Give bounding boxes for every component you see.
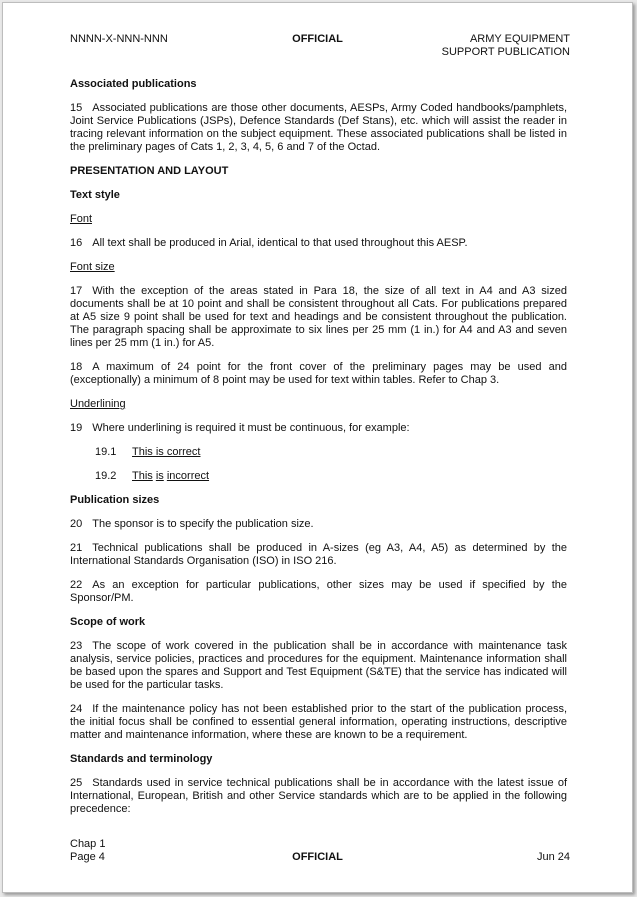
underline-word-is: is bbox=[155, 470, 164, 482]
heading-presentation-and-layout: PRESENTATION AND LAYOUT bbox=[70, 165, 229, 177]
subheading-font: Font bbox=[70, 213, 93, 225]
subheading-underlining: Underlining bbox=[70, 398, 126, 410]
footer-page-number: Page 4 bbox=[70, 851, 105, 863]
paragraph-text: All text shall be produced in Arial, identical to that used throughout this AESP. bbox=[92, 237, 468, 249]
paragraph-number: 25 bbox=[70, 777, 83, 789]
paragraph-number: 24 bbox=[70, 703, 83, 715]
paragraph-text: Standards used in service technical publications shall be in accordance with the latest issue of International, European, British and other Service standards which are to be applied in the following precedence: bbox=[70, 777, 567, 815]
underline-word-this: This bbox=[132, 470, 153, 482]
paragraph-23 bbox=[70, 640, 567, 692]
paragraph-25 bbox=[70, 777, 567, 816]
paragraph-number: 17 bbox=[70, 285, 83, 297]
paragraph-number: 23 bbox=[70, 640, 83, 652]
paragraph-number: 15 bbox=[70, 102, 83, 114]
paragraph-18 bbox=[70, 361, 567, 387]
paragraph-text: Technical publications shall be produced in A-sizes (eg A3, A4, A5) as determined by the International Standards Organisation (ISO) in ISO 216. bbox=[70, 542, 567, 567]
underline-correct-example: This is correct bbox=[132, 446, 201, 458]
paragraph-text: Associated publications are those other documents, AESPs, Army Coded handbooks/pamphlets, Joint Service Publications (JSPs), Defence Standards (Def Stans), etc. which will assist the reader in tracing relevant information on the subject equipment. These associated publications shall be listed in the preliminary pages of Cats 1, 2, 3, 4, 5, 6 and 7 of the Octad. bbox=[70, 102, 567, 153]
header-doc-ref: NNNN-X-NNN-NNN bbox=[70, 33, 168, 45]
document-page bbox=[2, 2, 633, 893]
heading-scope-of-work: Scope of work bbox=[70, 616, 146, 628]
paragraph-text: With the exception of the areas stated in Para 18, the size of all text in A4 and A3 sized documents shall be at 10 point and shall be consistent throughout all Cats. For publications prepared at A5 size 9 point shall be used for text and headings and be consistent throughout the publication. The paragraph spacing shall be approximate to six lines per 25 mm (1 in.) for A4 and A3 and seven lines per 25 mm (1 in.) for A5. bbox=[70, 285, 567, 349]
paragraph-text: If the maintenance policy has not been established prior to the start of the publication process, the initial focus shall be confined to essential general information, operating instructions, descriptive matter and maintenance information, where these are known to be a requirement. bbox=[70, 703, 567, 741]
heading-associated-publications: Associated publications bbox=[70, 78, 197, 90]
paragraph-24 bbox=[70, 703, 567, 742]
footer-classification: OFFICIAL bbox=[292, 851, 343, 863]
subparagraph-number: 19.2 bbox=[95, 470, 117, 482]
paragraph-21 bbox=[70, 542, 567, 568]
paragraph-number: 18 bbox=[70, 361, 83, 373]
paragraph-text: A maximum of 24 point for the front cover of the preliminary pages may be used and (exceptionally) a minimum of 8 point may be used for text within tables. Refer to Chap 3. bbox=[70, 361, 567, 386]
footer-date: Jun 24 bbox=[536, 851, 570, 863]
subparagraph-19-1 bbox=[95, 446, 567, 459]
paragraph-number: 19 bbox=[70, 422, 83, 434]
heading-publication-sizes: Publication sizes bbox=[70, 494, 160, 506]
paragraph-number: 16 bbox=[70, 237, 83, 249]
header-publication-line1: ARMY EQUIPMENT bbox=[469, 33, 570, 45]
paragraph-15 bbox=[70, 102, 567, 154]
paragraph-number: 20 bbox=[70, 518, 83, 530]
footer-chapter: Chap 1 bbox=[70, 838, 106, 850]
paragraph-number: 22 bbox=[70, 579, 83, 591]
paragraph-text: Where underlining is required it must be continuous, for example: bbox=[92, 422, 410, 434]
header-publication-line2: SUPPORT PUBLICATION bbox=[441, 46, 570, 58]
paragraph-22 bbox=[70, 579, 567, 605]
paragraph-text: As an exception for particular publications, other sizes may be used if specified by the Sponsor/PM. bbox=[70, 579, 567, 604]
paragraph-16 bbox=[70, 237, 567, 250]
subparagraph-number: 19.1 bbox=[95, 446, 117, 458]
subheading-font-size: Font size bbox=[70, 261, 115, 273]
paragraph-number: 21 bbox=[70, 542, 83, 554]
paragraph-19 bbox=[70, 422, 567, 435]
underline-word-incorrect: incorrect bbox=[166, 470, 210, 482]
header-publication bbox=[442, 33, 570, 59]
paragraph-17 bbox=[70, 285, 567, 350]
heading-text-style: Text style bbox=[70, 189, 120, 201]
page-body bbox=[70, 78, 567, 827]
paragraph-text: The sponsor is to specify the publication size. bbox=[92, 518, 314, 530]
heading-standards-and-terminology: Standards and terminology bbox=[70, 753, 213, 765]
paragraph-text: The scope of work covered in the publication shall be in accordance with maintenance task analysis, service policies, practices and procedures for the equipment. Maintenance information shall be based upon the spares and Support and Test Equipment (S&TE) that the service has indicated will be used for the particular tasks. bbox=[70, 640, 567, 691]
header-classification: OFFICIAL bbox=[292, 33, 343, 45]
subparagraph-19-2 bbox=[95, 470, 567, 483]
paragraph-20 bbox=[70, 518, 567, 531]
